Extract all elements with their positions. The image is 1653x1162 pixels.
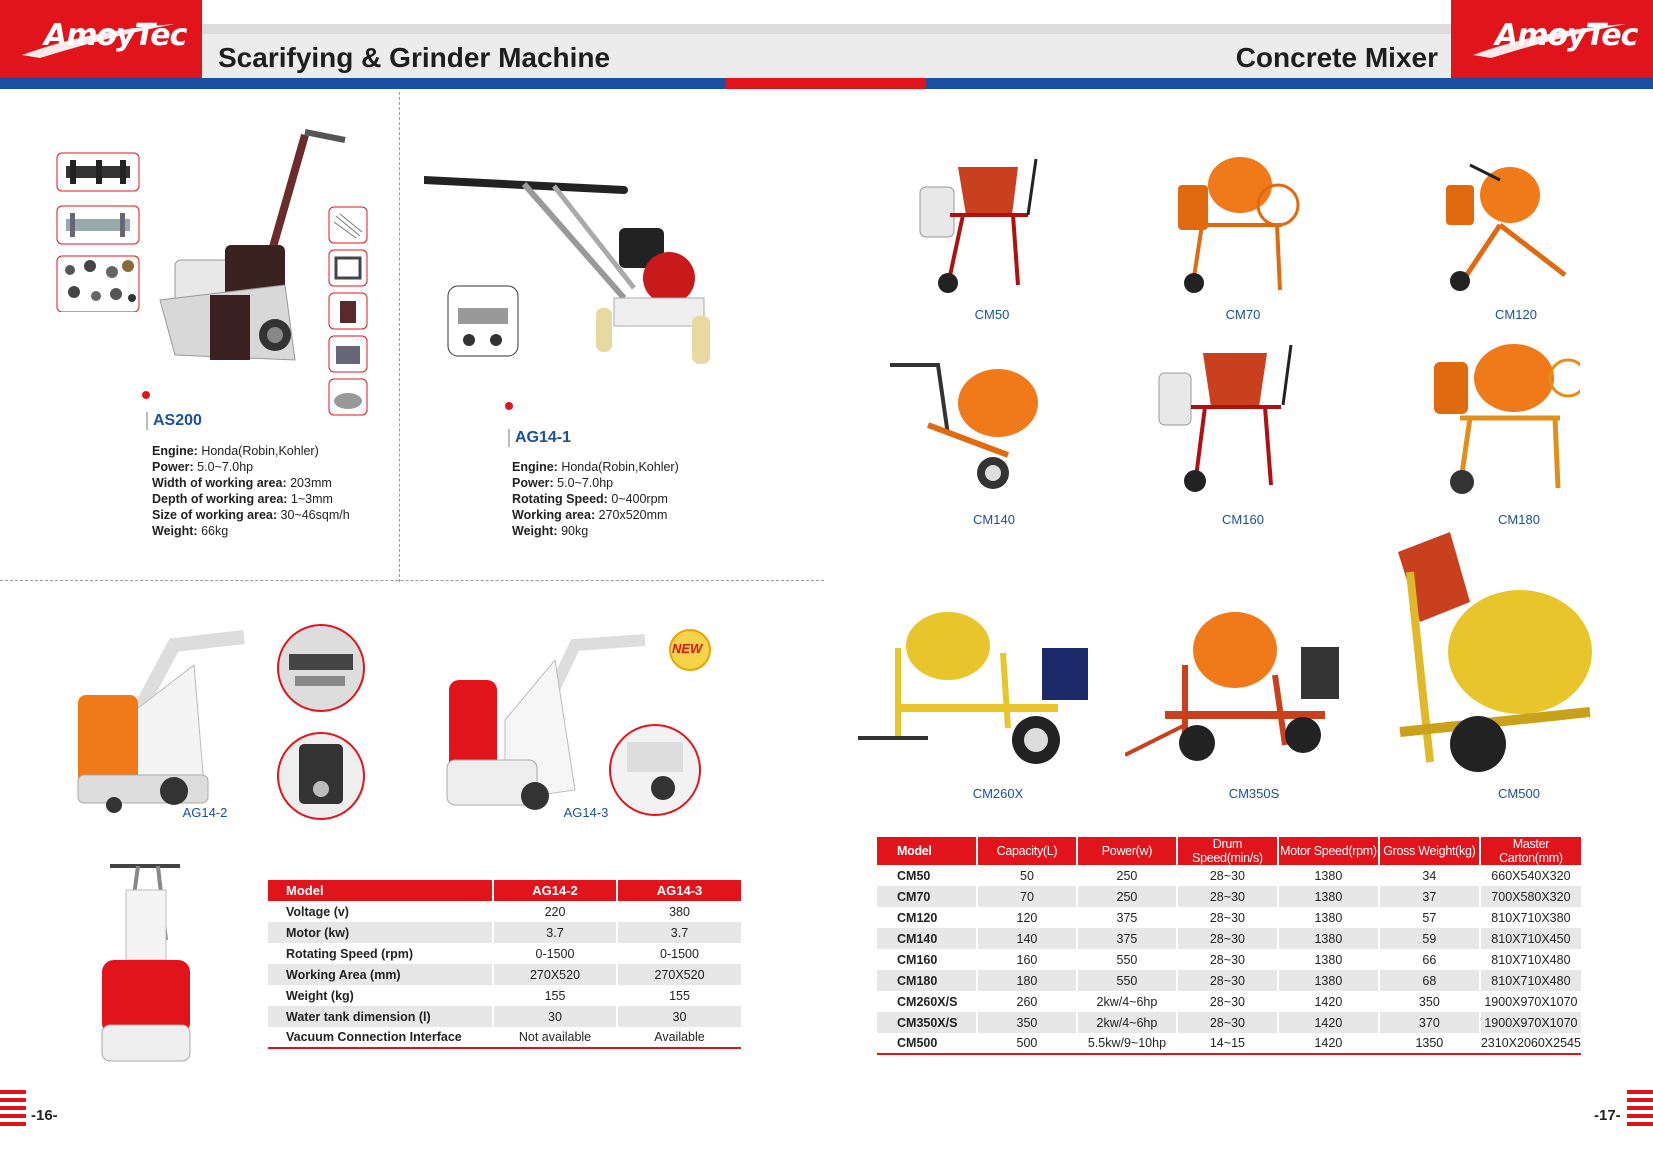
table-row — [268, 985, 741, 1006]
cm350s-image — [1125, 605, 1340, 770]
cm50-caption: CM50 — [974, 307, 1010, 322]
table-cell: CM70 — [877, 886, 977, 907]
spec-line: Size of working area: 30~46sqm/h — [152, 508, 350, 522]
cm70-caption: CM70 — [1225, 307, 1261, 322]
table-cell: CM500 — [877, 1033, 977, 1054]
table-cell: 50 — [977, 865, 1077, 886]
spec-line: Engine: Honda(Robin,Kohler) — [512, 460, 679, 474]
header-blue-bar-right — [926, 78, 1653, 89]
table-cell: 810X710X450 — [1480, 928, 1581, 949]
table-cell: 2310X2060X2545 — [1480, 1033, 1581, 1054]
table-cell: 500 — [977, 1033, 1077, 1054]
cm140-image — [888, 355, 1058, 495]
table-header-cell: AG14-3 — [617, 880, 741, 901]
page-stripes-left — [0, 1090, 26, 1132]
cm160-caption: CM160 — [1222, 512, 1264, 527]
table-cell: 28~30 — [1177, 970, 1278, 991]
cm500-image — [1390, 532, 1600, 777]
cm120-image — [1440, 145, 1570, 295]
table-cell: 3.7 — [617, 922, 741, 943]
spec-line: Depth of working area: 1~3mm — [152, 492, 333, 506]
table-cell: CM140 — [877, 928, 977, 949]
cm260x-caption: CM260X — [972, 786, 1024, 801]
right-page-number: -17- — [1594, 1107, 1621, 1124]
spec-line: Working area: 270x520mm — [512, 508, 668, 522]
table-cell: 0-1500 — [493, 943, 617, 964]
table-cell: 550 — [1077, 949, 1177, 970]
table-cell: 1380 — [1278, 886, 1379, 907]
table-cell: 810X710X380 — [1480, 907, 1581, 928]
ag14-3-detail-circle — [607, 722, 703, 818]
ag14-1-bullet — [505, 402, 513, 410]
header-red-bar-center — [726, 78, 926, 89]
table-cell: CM120 — [897, 910, 938, 925]
table-cell: 5.5kw/9~10hp — [1077, 1033, 1177, 1054]
table-row — [268, 964, 741, 985]
table-cell: 220 — [493, 901, 617, 922]
left-page-number: -16- — [31, 1107, 58, 1124]
table-row — [877, 907, 1581, 928]
table-cell: 250 — [1077, 886, 1177, 907]
vertical-divider — [399, 92, 400, 582]
table-cell: 270X520 — [493, 964, 617, 985]
cm180-image — [1430, 338, 1580, 498]
table-cell: 37 — [1379, 886, 1480, 907]
table-cell: 30 — [493, 1006, 617, 1027]
table-header-cell: Model — [877, 837, 977, 865]
table-cell: 30 — [617, 1006, 741, 1027]
table-header-cell: Model — [268, 880, 493, 901]
ag14-3-front-image — [98, 860, 198, 1065]
table-cell: 270X520 — [617, 964, 741, 985]
ag14-1-machine-image — [424, 168, 724, 383]
spec-line: Power: 5.0~7.0hp — [152, 460, 254, 474]
table-cell: CM50 — [897, 868, 931, 883]
cm140-caption: CM140 — [973, 512, 1015, 527]
cm70-image — [1172, 155, 1302, 295]
table-cell: Voltage (v) — [286, 904, 349, 919]
table-cell: 375 — [1077, 907, 1177, 928]
logo-text: AmoyTec — [44, 18, 187, 53]
table-cell: 700X580X320 — [1480, 886, 1581, 907]
table-header-cell: Power(w) — [1077, 837, 1177, 865]
table-cell: 180 — [977, 970, 1077, 991]
table-cell: Working Area (mm) — [268, 964, 493, 985]
new-badge-text: NEW — [672, 641, 703, 656]
spec-line: Width of working area: 203mm — [152, 476, 332, 490]
table-cell: 375 — [1077, 928, 1177, 949]
page-stripes-right — [1627, 1090, 1653, 1132]
table-cell: 68 — [1379, 970, 1480, 991]
table-row — [268, 922, 741, 943]
table-cell: Not available — [493, 1027, 617, 1048]
table-row — [877, 886, 1581, 907]
logo-left — [0, 0, 202, 78]
header-top-stripe — [200, 24, 1452, 34]
table-cell: 250 — [1077, 865, 1177, 886]
spec-line: Power: 5.0~7.0hp — [512, 476, 614, 490]
table-header-cell: Drum Speed(min/s) — [1177, 837, 1278, 865]
table-row — [877, 991, 1581, 1012]
table-cell: 66 — [1379, 949, 1480, 970]
cm350s-caption: CM350S — [1228, 786, 1280, 801]
table-cell: 28~30 — [1177, 949, 1278, 970]
table-cell: 59 — [1379, 928, 1480, 949]
table-header-cell: Master Carton(mm) — [1480, 837, 1581, 865]
spec-line: Engine: Honda(Robin,Kohler) — [152, 444, 319, 458]
table-cell: 28~30 — [1177, 928, 1278, 949]
ag14-2-caption: AG14-2 — [182, 805, 228, 820]
table-cell: 550 — [1077, 970, 1177, 991]
table-cell: 57 — [1379, 907, 1480, 928]
cm180-caption: CM180 — [1498, 512, 1540, 527]
cm500-caption: CM500 — [1498, 786, 1540, 801]
table-cell: 3.7 — [493, 922, 617, 943]
table-cell: Weight (kg) — [286, 988, 354, 1003]
table-cell: CM180 — [877, 970, 977, 991]
table-row — [877, 1012, 1581, 1033]
right-page-title: Concrete Mixer — [1235, 42, 1438, 73]
table-cell: Water tank dimension (l) — [268, 1006, 493, 1027]
as200-specs — [152, 443, 350, 539]
logo-right — [1451, 0, 1653, 78]
table-cell: 350 — [977, 1012, 1077, 1033]
table-row — [877, 970, 1581, 991]
table-cell: Vacuum Connection Interface — [268, 1027, 493, 1048]
cm120-caption: CM120 — [1495, 307, 1537, 322]
table-cell: 1350 — [1379, 1033, 1480, 1054]
table-header-cell: AG14-2 — [493, 880, 617, 901]
table-cell: 28~30 — [1177, 907, 1278, 928]
table-cell: 1380 — [1278, 949, 1379, 970]
table-cell: 660X540X320 — [1480, 865, 1581, 886]
table-cell: 1420 — [1278, 991, 1379, 1012]
table-cell: 350 — [1379, 991, 1480, 1012]
table-header-row — [877, 837, 1581, 865]
table-cell: 28~30 — [1177, 865, 1278, 886]
table-row — [877, 949, 1581, 970]
ag14-2-detail-circles — [275, 624, 371, 824]
left-page-title: Scarifying & Grinder Machine — [218, 42, 611, 73]
table-row — [268, 1027, 741, 1048]
table-cell: 155 — [617, 985, 741, 1006]
table-row — [268, 1006, 741, 1027]
table-cell: CM160 — [897, 952, 938, 967]
table-cell: 1380 — [1278, 865, 1379, 886]
table-cell: 1420 — [1278, 1012, 1379, 1033]
cm260x-image — [858, 608, 1093, 773]
spec-line: Weight: 90kg — [512, 524, 589, 538]
table-cell: 155 — [493, 985, 617, 1006]
table-cell: 1380 — [1278, 970, 1379, 991]
cm50-image — [918, 155, 1058, 295]
table-cell: CM350X/S — [877, 1012, 977, 1033]
ag14-3-caption: AG14-3 — [563, 805, 609, 820]
table-row — [268, 943, 741, 964]
header-blue-bar-left — [0, 78, 726, 89]
table-cell: 70 — [977, 886, 1077, 907]
table-header-row — [268, 880, 741, 901]
table-cell: 28~30 — [1177, 1012, 1278, 1033]
table-cell: 1900X970X1070 — [1480, 991, 1581, 1012]
table-header-cell: Motor Speed(rpm) — [1278, 837, 1379, 865]
grinder-spec-table — [268, 880, 741, 1049]
spec-line: Rotating Speed: 0~400rpm — [512, 492, 668, 506]
table-cell: 2kw/4~6hp — [1077, 991, 1177, 1012]
table-row — [268, 901, 741, 922]
as200-detail-thumbnails — [328, 206, 370, 418]
table-cell: Rotating Speed (rpm) — [286, 946, 414, 961]
as200-bullet — [142, 391, 150, 399]
table-cell: CM260X/S — [897, 994, 958, 1009]
table-cell: 2kw/4~6hp — [1077, 1012, 1177, 1033]
table-cell: 1900X970X1070 — [1480, 1012, 1581, 1033]
table-row — [877, 1033, 1581, 1054]
table-cell: 160 — [977, 949, 1077, 970]
table-header-cell: Capacity(L) — [977, 837, 1077, 865]
logo-text: AmoyTec — [1495, 18, 1638, 53]
table-cell: 370 — [1379, 1012, 1480, 1033]
table-cell: 34 — [1379, 865, 1480, 886]
spec-line: Weight: 66kg — [152, 524, 229, 538]
ag14-1-specs — [512, 459, 679, 539]
table-header-cell: Gross Weight(kg) — [1379, 837, 1480, 865]
ag14-1-model-title: AG14-1 — [508, 429, 571, 447]
table-cell: 1380 — [1278, 907, 1379, 928]
table-cell: Motor (kw) — [268, 922, 493, 943]
table-cell: 1380 — [1278, 928, 1379, 949]
table-cell: 0-1500 — [617, 943, 741, 964]
table-row — [877, 928, 1581, 949]
table-cell: 28~30 — [1177, 886, 1278, 907]
table-cell: 810X710X480 — [1480, 970, 1581, 991]
table-cell: 14~15 — [1177, 1033, 1278, 1054]
table-cell: 260 — [977, 991, 1077, 1012]
ag14-2-machine-image — [74, 625, 254, 825]
horizontal-divider — [0, 580, 824, 581]
table-cell: 140 — [977, 928, 1077, 949]
table-cell: Available — [617, 1027, 741, 1048]
table-cell: 28~30 — [1177, 991, 1278, 1012]
cm160-image — [1155, 345, 1315, 495]
as200-model-title: AS200 — [146, 412, 202, 430]
table-cell: 1420 — [1278, 1033, 1379, 1054]
table-cell: 810X710X480 — [1480, 949, 1581, 970]
table-cell: 120 — [977, 907, 1077, 928]
table-cell: 380 — [617, 901, 741, 922]
table-row — [877, 865, 1581, 886]
mixer-spec-table — [877, 837, 1581, 1055]
as200-accessories-image — [56, 152, 142, 312]
